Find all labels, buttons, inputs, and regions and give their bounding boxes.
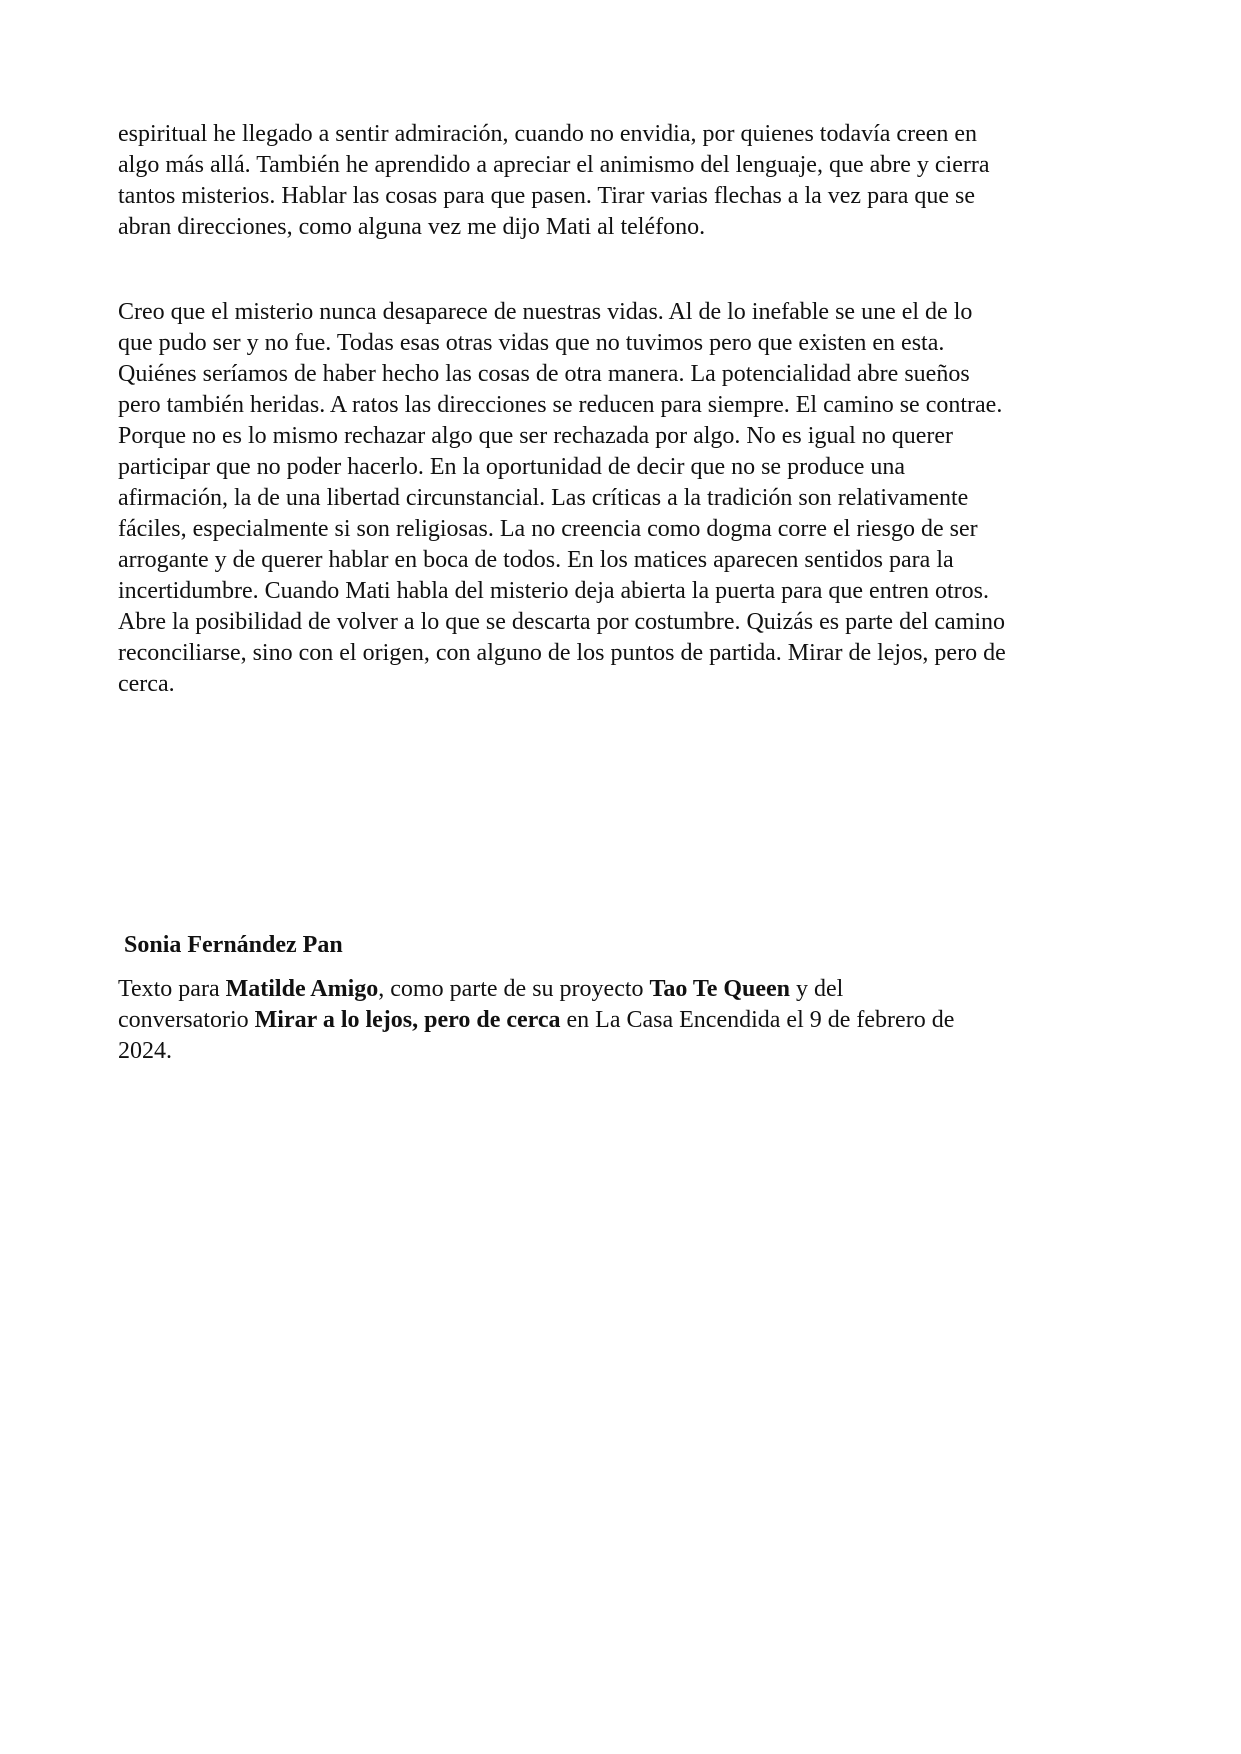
text-line: incertidumbre. Cuando Mati habla del misterio deja abierta la puerta para que entren otros. xyxy=(118,578,990,604)
credit-line xyxy=(118,1005,954,1036)
text-line: participar que no poder hacerlo. En la oportunidad de decir que no se produce una xyxy=(118,454,906,480)
credit-text: en La Casa Encendida el 9 de febrero de xyxy=(560,1007,955,1033)
text-line: Creo que el misterio nunca desaparece de nuestras vidas. Al de lo inefable se une el de lo xyxy=(118,299,973,325)
body-paragraph xyxy=(118,119,1128,243)
text-line: Quiénes seríamos de haber hecho las cosas de otra manera. La potencialidad abre sueños xyxy=(118,361,970,387)
text-line: arrogante y de querer hablar en boca de todos. En los matices aparecen sentidos para la xyxy=(118,547,954,573)
credit-text: y del xyxy=(790,976,844,1002)
text-line: Porque no es lo mismo rechazar algo que ser rechazada por algo. No es igual no querer xyxy=(118,423,954,449)
body-paragraph xyxy=(118,297,1128,700)
text-line: que pudo ser y no fue. Todas esas otras vidas que no tuvimos pero que existen en esta. xyxy=(118,330,945,356)
text-line: cerca. xyxy=(118,671,175,697)
project-title: Tao Te Queen xyxy=(649,976,791,1002)
event-title: Mirar a lo lejos, pero de cerca xyxy=(254,1007,561,1033)
credit-note xyxy=(118,974,954,1067)
text-line: Abre la posibilidad de volver a lo que se descarta por costumbre. Quizás es parte del camino xyxy=(118,609,1006,635)
text-line: fáciles, especialmente si son religiosas. La no creencia como dogma corre el riesgo de ser xyxy=(118,516,978,542)
text-line: afirmación, la de una libertad circunstancial. Las críticas a la tradición son relativamente xyxy=(118,485,969,511)
text-line: abran direcciones, como alguna vez me dijo Mati al teléfono. xyxy=(118,214,706,240)
credit-text: Texto para xyxy=(118,976,226,1002)
text-line: espiritual he llegado a sentir admiración, cuando no envidia, por quienes todavía creen en xyxy=(118,121,978,147)
credit-text: conversatorio xyxy=(118,1007,255,1033)
text-line: pero también heridas. A ratos las direcciones se reducen para siempre. El camino se contrae. xyxy=(118,392,1003,418)
credit-line xyxy=(118,974,954,1005)
text-line: algo más allá. También he aprendido a apreciar el animismo del lenguaje, que abre y cierra xyxy=(118,152,990,178)
artist-name: Matilde Amigo xyxy=(225,976,379,1002)
credit-text: , como parte de su proyecto xyxy=(378,976,650,1002)
text-line: tantos misterios. Hablar las cosas para que pasen. Tirar varias flechas a la vez para que se xyxy=(118,183,976,209)
credit-line: 2024. xyxy=(118,1038,172,1064)
text-line: reconciliarse, sino con el origen, con alguno de los puntos de partida. Mirar de lejos, pero de xyxy=(118,640,1006,666)
author-name: Sonia Fernández Pan xyxy=(124,932,343,958)
